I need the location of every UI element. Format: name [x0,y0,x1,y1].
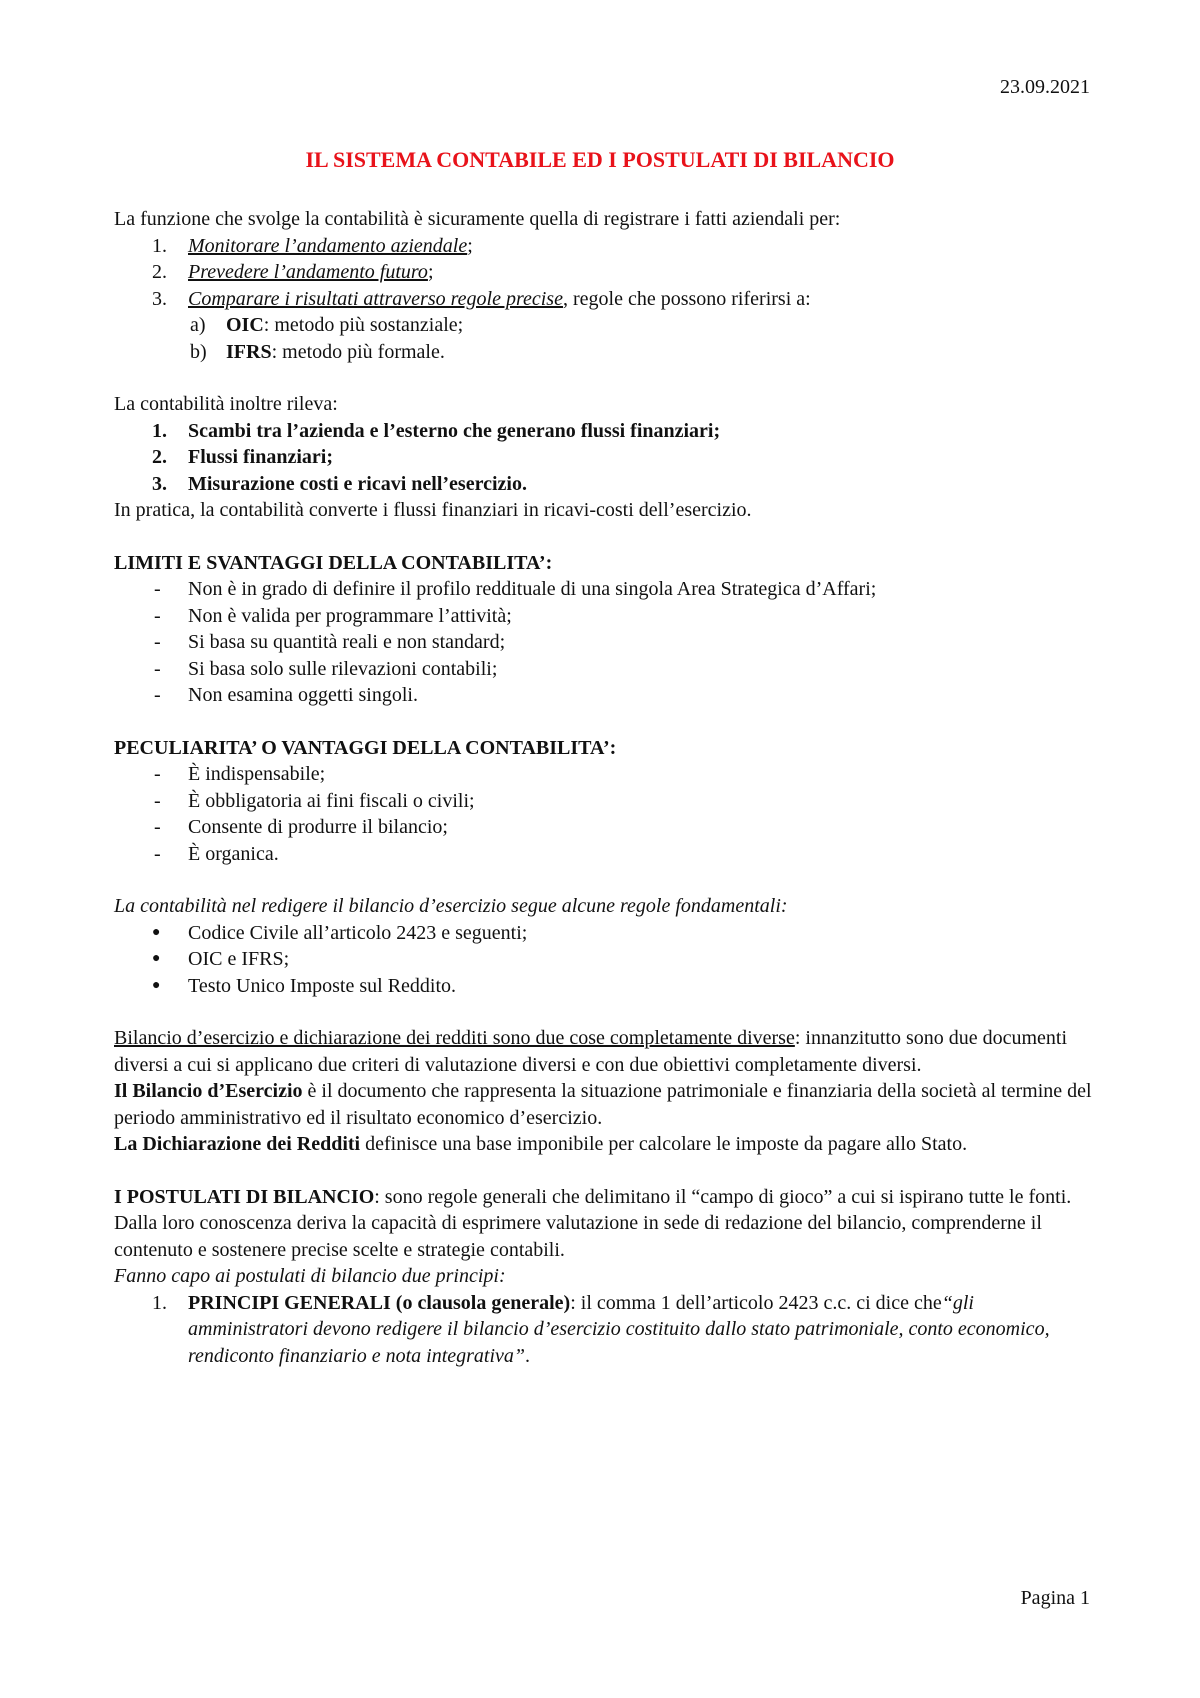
list-item [114,788,1094,815]
document-date: 23.09.2021 [1000,76,1090,98]
list-item [114,444,1094,471]
bullet-icon: ● [152,924,161,940]
list-item-text: Si basa su quantità reali e non standard; [188,631,506,653]
rileva-note: In pratica, la contabilità converte i flussi finanziari in ricavi-costi dell’esercizio. [114,499,752,521]
rileva-list [114,418,1094,498]
document-title: IL SISTEMA CONTABILE ED I POSTULATI DI BILANCIO [305,147,895,172]
bullet-icon: ● [152,977,161,993]
sub-list-marker: b) [190,340,207,363]
dash-marker: - [154,684,161,706]
peculiarita-heading: PECULIARITA’ O VANTAGGI DELLA CONTABILITA’: [114,736,617,759]
list-item-label: Prevedere l’andamento futuro [188,261,428,283]
bilancio-underlined: Bilancio d’esercizio e dichiarazione dei redditi sono due cose completamente diverse [114,1027,795,1049]
list-item [114,603,1094,630]
list-item-text: Scambi tra l’azienda e l’esterno che generano flussi finanziari; [188,419,721,442]
list-number: 3. [152,287,167,310]
principi-generali-quote: “gli amministratori devono redigere il bilancio d’esercizio costituito dallo stato patrimoniale, conto economico, rendiconto finanziario e nota integrativa” [188,1291,1050,1367]
list-item [114,471,1094,498]
bilancio-definition [114,1078,1094,1131]
list-number: 1. [152,1291,167,1314]
bilancio-rest: : innanzitutto sono due documenti diversi a cui si applicano due criteri di valutazione diversi e con due obiettivi completamente diversi. [114,1027,1068,1076]
list-item [114,259,1094,286]
list-item-tail: , regole che possono riferirsi a: [562,287,811,310]
list-item-tail: ; [467,234,473,257]
list-item [114,418,1094,445]
principi-generali-end: . [525,1344,531,1367]
list-item-text: Testo Unico Imposte sul Reddito. [188,974,457,997]
list-item [114,656,1094,683]
list-item-text: Codice Civile all’articolo 2423 e seguenti; [188,921,528,944]
list-item [114,682,1094,709]
list-item-label: Monitorare l’andamento aziendale [188,234,468,257]
peculiarita-list [114,761,1094,867]
list-item-text: È obbligatoria ai fini fiscali o civili; [188,789,475,812]
list-item [114,920,1094,947]
list-item [114,761,1094,788]
list-item [114,946,1094,973]
postulati-list [114,1290,1094,1370]
bilancio-term: Il Bilancio d’Esercizio [114,1080,303,1102]
regole-list [114,920,1094,1000]
intro-paragraph: La funzione che svolge la contabilità è sicuramente quella di registrare i fatti aziendali per: [114,208,841,230]
dash-marker: - [154,631,161,653]
sub-list-tail: : metodo più formale. [271,340,445,363]
sub-list-tail: : metodo più sostanziale; [263,314,464,336]
postulati-paragraph [114,1184,1094,1211]
dash-marker: - [154,578,161,600]
bilancio-paragraph [114,1025,1094,1078]
sub-list-label: OIC [226,314,264,336]
limiti-list [114,576,1094,709]
dichiarazione-definition-text: definisce una base imponibile per calcolare le imposte da pagare allo Stato. [360,1133,968,1155]
list-item-text: È indispensabile; [188,763,326,785]
list-item [114,286,1094,313]
list-number: 1. [152,234,167,257]
list-item-text: Non è valida per programmare l’attività; [188,604,512,627]
sub-list-item [114,339,1094,366]
bullet-icon: ● [152,951,161,966]
list-item [114,1290,1094,1370]
dash-marker: - [154,816,161,838]
page-number: Pagina 1 [1020,1587,1090,1609]
dichiarazione-term: La Dichiarazione dei Redditi [114,1133,361,1155]
principi-generali-term: PRINCIPI GENERALI (o clausola generale) [188,1291,571,1314]
dichiarazione-definition [114,1131,1094,1158]
dash-marker: - [154,763,161,785]
list-item-text: Misurazione costi e ricavi nell’esercizio. [188,472,527,495]
postulati-paragraph-3: Fanno capo ai postulati di bilancio due principi: [114,1265,506,1287]
list-item [114,814,1094,841]
regole-paragraph: La contabilità nel redigere il bilancio d’esercizio segue alcune regole fondamentali: [114,895,788,917]
dash-marker: - [154,842,161,865]
list-item-text: È organica. [188,842,279,865]
list-item-text: OIC e IFRS; [188,948,290,970]
list-item-text: Consente di produrre il bilancio; [188,816,448,838]
list-number: 3. [152,472,167,495]
list-number: 2. [152,261,167,283]
list-item-tail: ; [427,261,434,283]
document-body [114,206,1094,1369]
intro-list [114,233,1094,366]
limiti-heading: LIMITI E SVANTAGGI DELLA CONTABILITA’: [114,551,553,574]
sub-list-item [114,312,1094,339]
list-number: 2. [152,446,167,468]
rileva-paragraph: La contabilità inoltre rileva: [114,393,338,415]
postulati-term: I POSTULATI DI BILANCIO [114,1185,375,1208]
list-item [114,629,1094,656]
list-item-text: Si basa solo sulle rilevazioni contabili; [188,657,498,680]
sub-list-label: IFRS [226,340,272,363]
dash-marker: - [154,604,161,627]
dash-marker: - [154,657,161,680]
postulati-paragraph-2: Dalla loro conoscenza deriva la capacità di esprimere valutazione in sede di redazione del bilancio, comprenderne il contenuto e sostenere precise scelte e strategie contabili. [114,1212,1042,1261]
list-item [114,973,1094,1000]
sub-list-marker: a) [190,314,206,336]
dash-marker: - [154,789,161,812]
list-item-text: Non esamina oggetti singoli. [188,684,418,706]
list-item [114,576,1094,603]
list-item [114,841,1094,868]
list-number: 1. [152,419,167,442]
list-item-text: Flussi finanziari; [188,446,334,468]
bilancio-definition-text: è il documento che rappresenta la situazione patrimoniale e finanziaria della società al termine del periodo amministrativo ed il risultato economico d’esercizio. [114,1080,1092,1129]
postulati-rest: : sono regole generali che delimitano il “campo di gioco” a cui si ispirano tutte le fonti. [374,1185,1072,1208]
list-item-label: Comparare i risultati attraverso regole precise [188,287,563,310]
principi-generali-text: : il comma 1 dell’articolo 2423 c.c. ci dice che [570,1291,942,1314]
list-item [114,233,1094,260]
list-item-text: Non è in grado di definire il profilo reddituale di una singola Area Strategica d’Affari; [188,578,877,600]
